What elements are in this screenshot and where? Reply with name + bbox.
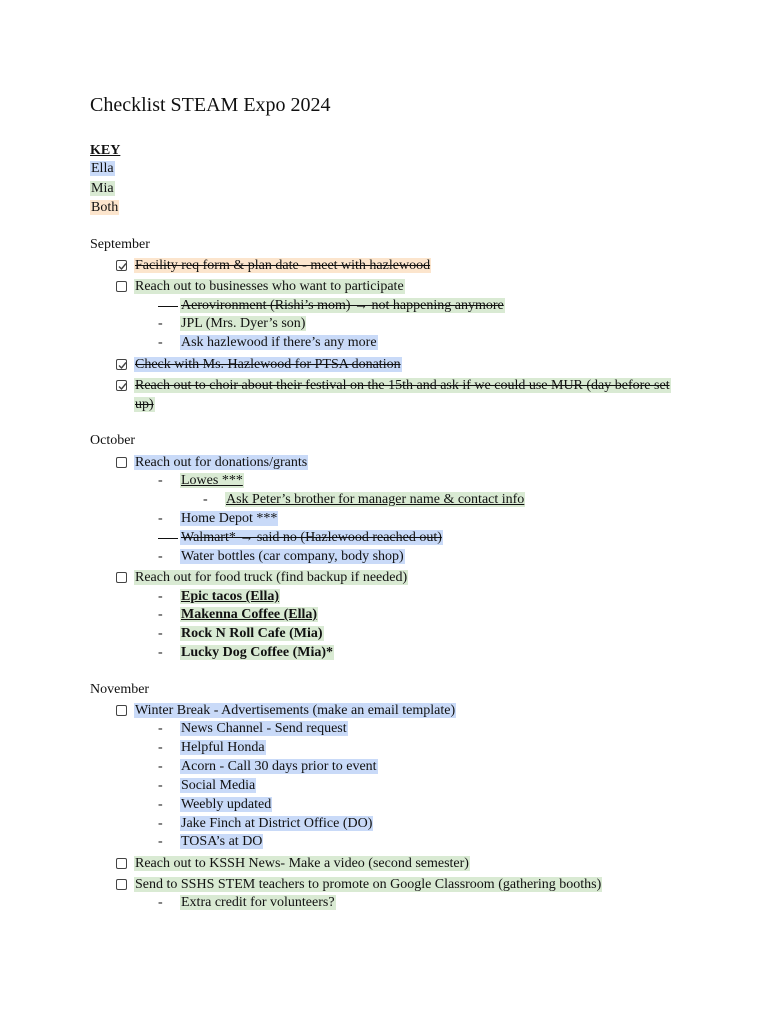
subtask-water-bottles: Water bottles (car company, body shop) <box>181 549 404 564</box>
task-facility-req: Facility req form & plan date - meet with hazlewood <box>135 258 431 273</box>
subtask-tosa: TOSA’s at DO <box>181 834 263 849</box>
subtask-ask-peter: Ask Peter’s brother for manager name & contact info <box>226 492 525 507</box>
checkbox-unchecked[interactable] <box>116 457 127 468</box>
section-heading-october: October <box>90 433 136 448</box>
checkbox-checked[interactable] <box>116 380 127 391</box>
subtask-ask-hazlewood: Ask hazlewood if there’s any more <box>181 335 377 350</box>
task-stem-teachers: Send to SSHS STEM teachers to promote on Google Classroom (gathering booths) <box>135 877 602 892</box>
list-dash: - <box>158 740 163 755</box>
list-dash: - <box>158 473 163 488</box>
strikethrough-dash <box>158 538 178 539</box>
checkbox-unchecked[interactable] <box>116 705 127 716</box>
subtask-extra-credit: Extra credit for volunteers? <box>181 895 335 910</box>
list-dash: - <box>158 895 163 910</box>
list-dash: - <box>158 778 163 793</box>
task-choir-line1: Reach out to choir about their festival on the 15th and ask if we could use MUR (day before set <box>135 378 670 393</box>
list-dash: - <box>158 511 163 526</box>
subtask-helpful-honda: Helpful Honda <box>181 740 265 755</box>
check-icon <box>117 381 128 392</box>
subtask-makenna-coffee: Makenna Coffee (Ella) <box>181 607 318 622</box>
subtask-weebly: Weebly updated <box>181 797 272 812</box>
strikethrough-dash <box>158 306 178 307</box>
checkbox-checked[interactable] <box>116 260 127 271</box>
list-dash: - <box>158 335 163 350</box>
subtask-epic-tacos: Epic tacos (Ella) <box>181 589 279 604</box>
list-dash: - <box>158 589 163 604</box>
section-heading-november: November <box>90 682 150 697</box>
list-dash: - <box>158 645 163 660</box>
checkbox-unchecked[interactable] <box>116 572 127 583</box>
list-dash: - <box>158 607 163 622</box>
task-reach-businesses: Reach out to businesses who want to participate <box>135 279 404 294</box>
list-dash: - <box>158 759 163 774</box>
subtask-news-channel: News Channel - Send request <box>181 721 347 736</box>
list-dash: - <box>158 316 163 331</box>
key-mia: Mia <box>91 181 114 196</box>
list-dash: - <box>158 626 163 641</box>
checkbox-checked[interactable] <box>116 359 127 370</box>
subtask-jake-finch: Jake Finch at District Office (DO) <box>181 816 373 831</box>
list-dash: - <box>158 797 163 812</box>
subtask-jpl: JPL (Mrs. Dyer’s son) <box>181 316 306 331</box>
check-icon <box>117 261 128 272</box>
list-dash: - <box>203 492 208 507</box>
subtask-acorn: Acorn - Call 30 days prior to event <box>181 759 377 774</box>
list-dash: - <box>158 834 163 849</box>
list-dash: - <box>158 816 163 831</box>
checkbox-unchecked[interactable] <box>116 281 127 292</box>
key-ella: Ella <box>91 161 114 176</box>
list-dash: - <box>158 721 163 736</box>
task-winter-break: Winter Break - Advertisements (make an email template) <box>135 703 456 718</box>
document-title: Checklist STEAM Expo 2024 <box>90 94 331 116</box>
subtask-home-depot: Home Depot *** <box>181 511 278 526</box>
checkbox-unchecked[interactable] <box>116 858 127 869</box>
subtask-social-media: Social Media <box>181 778 256 793</box>
key-heading: KEY <box>90 143 121 158</box>
task-food-truck: Reach out for food truck (find backup if needed) <box>135 570 408 585</box>
task-choir-line2: up) <box>135 397 154 412</box>
subtask-aerovironment: Aerovironment (Rishi’s mom) → not happening anymore <box>181 298 504 313</box>
subtask-lowes: Lowes *** <box>181 473 243 488</box>
key-both: Both <box>91 200 119 215</box>
subtask-lucky-dog: Lucky Dog Coffee (Mia)* <box>181 645 334 660</box>
list-dash: - <box>158 549 163 564</box>
section-heading-september: September <box>90 237 150 252</box>
task-kssh-news: Reach out to KSSH News- Make a video (second semester) <box>135 856 469 871</box>
subtask-walmart: Walmart* → said no (Hazlewood reached out) <box>181 530 442 545</box>
check-icon <box>117 360 128 371</box>
subtask-rock-n-roll: Rock N Roll Cafe (Mia) <box>181 626 323 641</box>
task-donations-grants: Reach out for donations/grants <box>135 455 308 470</box>
task-ptsa-donation: Check with Ms. Hazlewood for PTSA donation <box>135 357 401 372</box>
checkbox-unchecked[interactable] <box>116 879 127 890</box>
